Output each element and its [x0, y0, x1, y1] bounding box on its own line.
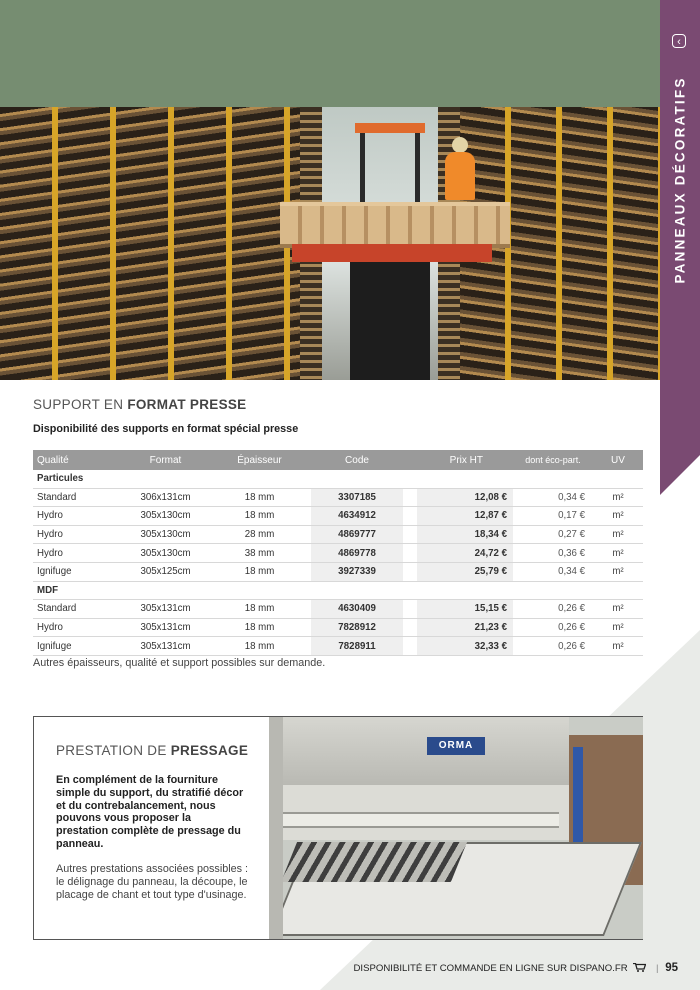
- cell-epaisseur: 28 mm: [208, 525, 311, 544]
- cell-prix: 21,23 €: [417, 618, 513, 637]
- forklift-body: [350, 262, 430, 380]
- group-row: [33, 581, 643, 600]
- cell-eco: 0,26 €: [513, 637, 593, 656]
- cell-format: 305x131cm: [123, 600, 208, 619]
- table-row: [33, 507, 643, 526]
- cell-epaisseur: 18 mm: [208, 507, 311, 526]
- press-rollers: [281, 842, 467, 882]
- table-row: [33, 544, 643, 563]
- cell-gap: [403, 507, 417, 526]
- header-prix: Prix HT: [417, 450, 513, 470]
- page-number: 95: [665, 962, 678, 974]
- cell-prix: 12,08 €: [417, 488, 513, 507]
- shelving-left: [0, 107, 300, 380]
- cell-code: 3927339: [311, 562, 403, 581]
- worker-head: [452, 137, 468, 153]
- press-frame: [269, 717, 283, 939]
- cell-qualite: Hydro: [33, 507, 123, 526]
- header-qualite: Qualité: [33, 450, 123, 470]
- cell-gap: [403, 562, 417, 581]
- cell-eco: 0,27 €: [513, 525, 593, 544]
- cell-code: 4634912: [311, 507, 403, 526]
- warehouse-photo: [0, 107, 660, 380]
- table-row: [33, 562, 643, 581]
- cell-epaisseur: 38 mm: [208, 544, 311, 563]
- cell-code: 3307185: [311, 488, 403, 507]
- cell-uv: m²: [593, 618, 643, 637]
- price-table: [33, 450, 643, 656]
- cell-format: 305x130cm: [123, 507, 208, 526]
- cell-epaisseur: 18 mm: [208, 488, 311, 507]
- group-label: MDF: [33, 581, 643, 600]
- cell-format: 305x125cm: [123, 562, 208, 581]
- header-epaisseur: Épaisseur: [208, 450, 311, 470]
- table-row: [33, 488, 643, 507]
- header-gap: [403, 450, 417, 470]
- section-subtitle: Disponibilité des supports en format spécial presse: [33, 423, 299, 435]
- cell-format: 305x130cm: [123, 544, 208, 563]
- cell-prix: 15,15 €: [417, 600, 513, 619]
- footer-separator: |: [656, 963, 659, 974]
- cell-qualite: Ignifuge: [33, 637, 123, 656]
- cell-prix: 25,79 €: [417, 562, 513, 581]
- table-header-row: [33, 450, 643, 470]
- cell-uv: m²: [593, 507, 643, 526]
- cell-prix: 32,33 €: [417, 637, 513, 656]
- forklift-carriage: [292, 244, 492, 262]
- prestation-bold-text: En complément de la fourniture simple du support, du stratifié décor et du contrebalancement, nous pouvons vous proposer la prestation complète de pressage du panneau.: [56, 774, 244, 850]
- cell-prix: 24,72 €: [417, 544, 513, 563]
- cell-format: 305x131cm: [123, 618, 208, 637]
- header-uv: UV: [593, 450, 643, 470]
- header-eco: dont éco-part.: [513, 450, 593, 470]
- forklift-top: [355, 123, 425, 133]
- cell-uv: m²: [593, 637, 643, 656]
- table-row: [33, 618, 643, 637]
- table-row: [33, 637, 643, 656]
- cell-eco: 0,34 €: [513, 562, 593, 581]
- cell-format: 306x131cm: [123, 488, 208, 507]
- cell-format: 305x130cm: [123, 525, 208, 544]
- cell-code: 4869777: [311, 525, 403, 544]
- cell-gap: [403, 637, 417, 656]
- cell-uv: m²: [593, 600, 643, 619]
- cell-eco: 0,36 €: [513, 544, 593, 563]
- cell-format: 305x131cm: [123, 637, 208, 656]
- cell-uv: m²: [593, 544, 643, 563]
- cell-gap: [403, 488, 417, 507]
- footer-link[interactable]: DISPONIBILITÉ ET COMMANDE EN LIGNE SUR DISPANO.FR: [353, 963, 628, 974]
- cell-qualite: Ignifuge: [33, 562, 123, 581]
- pallet: [280, 202, 510, 248]
- cell-gap: [403, 525, 417, 544]
- section-title: SUPPORT EN FORMAT PRESSE: [33, 397, 247, 412]
- prestation-title: PRESTATION DE PRESSAGE: [56, 743, 249, 758]
- footer: [354, 962, 679, 974]
- cell-code: 4869778: [311, 544, 403, 563]
- cell-uv: m²: [593, 562, 643, 581]
- side-tab-point: [660, 455, 700, 495]
- cell-qualite: Hydro: [33, 525, 123, 544]
- cell-epaisseur: 18 mm: [208, 562, 311, 581]
- press-strip: [279, 812, 559, 828]
- cell-qualite: Standard: [33, 600, 123, 619]
- cell-gap: [403, 544, 417, 563]
- cell-qualite: Hydro: [33, 544, 123, 563]
- cell-epaisseur: 18 mm: [208, 637, 311, 656]
- side-tab-label: PANNEAUX DÉCORATIFS: [672, 76, 688, 284]
- chevron-left-icon[interactable]: ‹: [672, 34, 686, 48]
- cell-code: 7828912: [311, 618, 403, 637]
- header-format: Format: [123, 450, 208, 470]
- availability-note: Autres épaisseurs, qualité et support possibles sur demande.: [33, 657, 326, 669]
- table-row: [33, 600, 643, 619]
- prestation-text: Autres prestations associées possibles : le délignage du panneau, la découpe, le placage de chant et tout type d'usinage.: [56, 863, 249, 901]
- cart-icon[interactable]: [633, 963, 646, 972]
- cell-eco: 0,26 €: [513, 618, 593, 637]
- table-row: [33, 525, 643, 544]
- cell-eco: 0,26 €: [513, 600, 593, 619]
- cell-code: 7828911: [311, 637, 403, 656]
- top-color-band: [0, 0, 660, 107]
- cell-qualite: Hydro: [33, 618, 123, 637]
- cell-prix: 12,87 €: [417, 507, 513, 526]
- press-logo: ORMA: [427, 737, 485, 755]
- cell-uv: m²: [593, 525, 643, 544]
- cell-epaisseur: 18 mm: [208, 600, 311, 619]
- cell-code: 4630409: [311, 600, 403, 619]
- press-head: [269, 717, 569, 788]
- header-code: Code: [311, 450, 403, 470]
- cell-prix: 18,34 €: [417, 525, 513, 544]
- cell-qualite: Standard: [33, 488, 123, 507]
- group-label: Particules: [33, 470, 643, 488]
- cell-epaisseur: 18 mm: [208, 618, 311, 637]
- press-machine-photo: [269, 717, 643, 939]
- cell-eco: 0,17 €: [513, 507, 593, 526]
- cell-gap: [403, 618, 417, 637]
- cell-uv: m²: [593, 488, 643, 507]
- cell-eco: 0,34 €: [513, 488, 593, 507]
- cell-gap: [403, 600, 417, 619]
- prestation-box: [33, 716, 643, 940]
- group-row: [33, 470, 643, 488]
- worker: [445, 152, 475, 200]
